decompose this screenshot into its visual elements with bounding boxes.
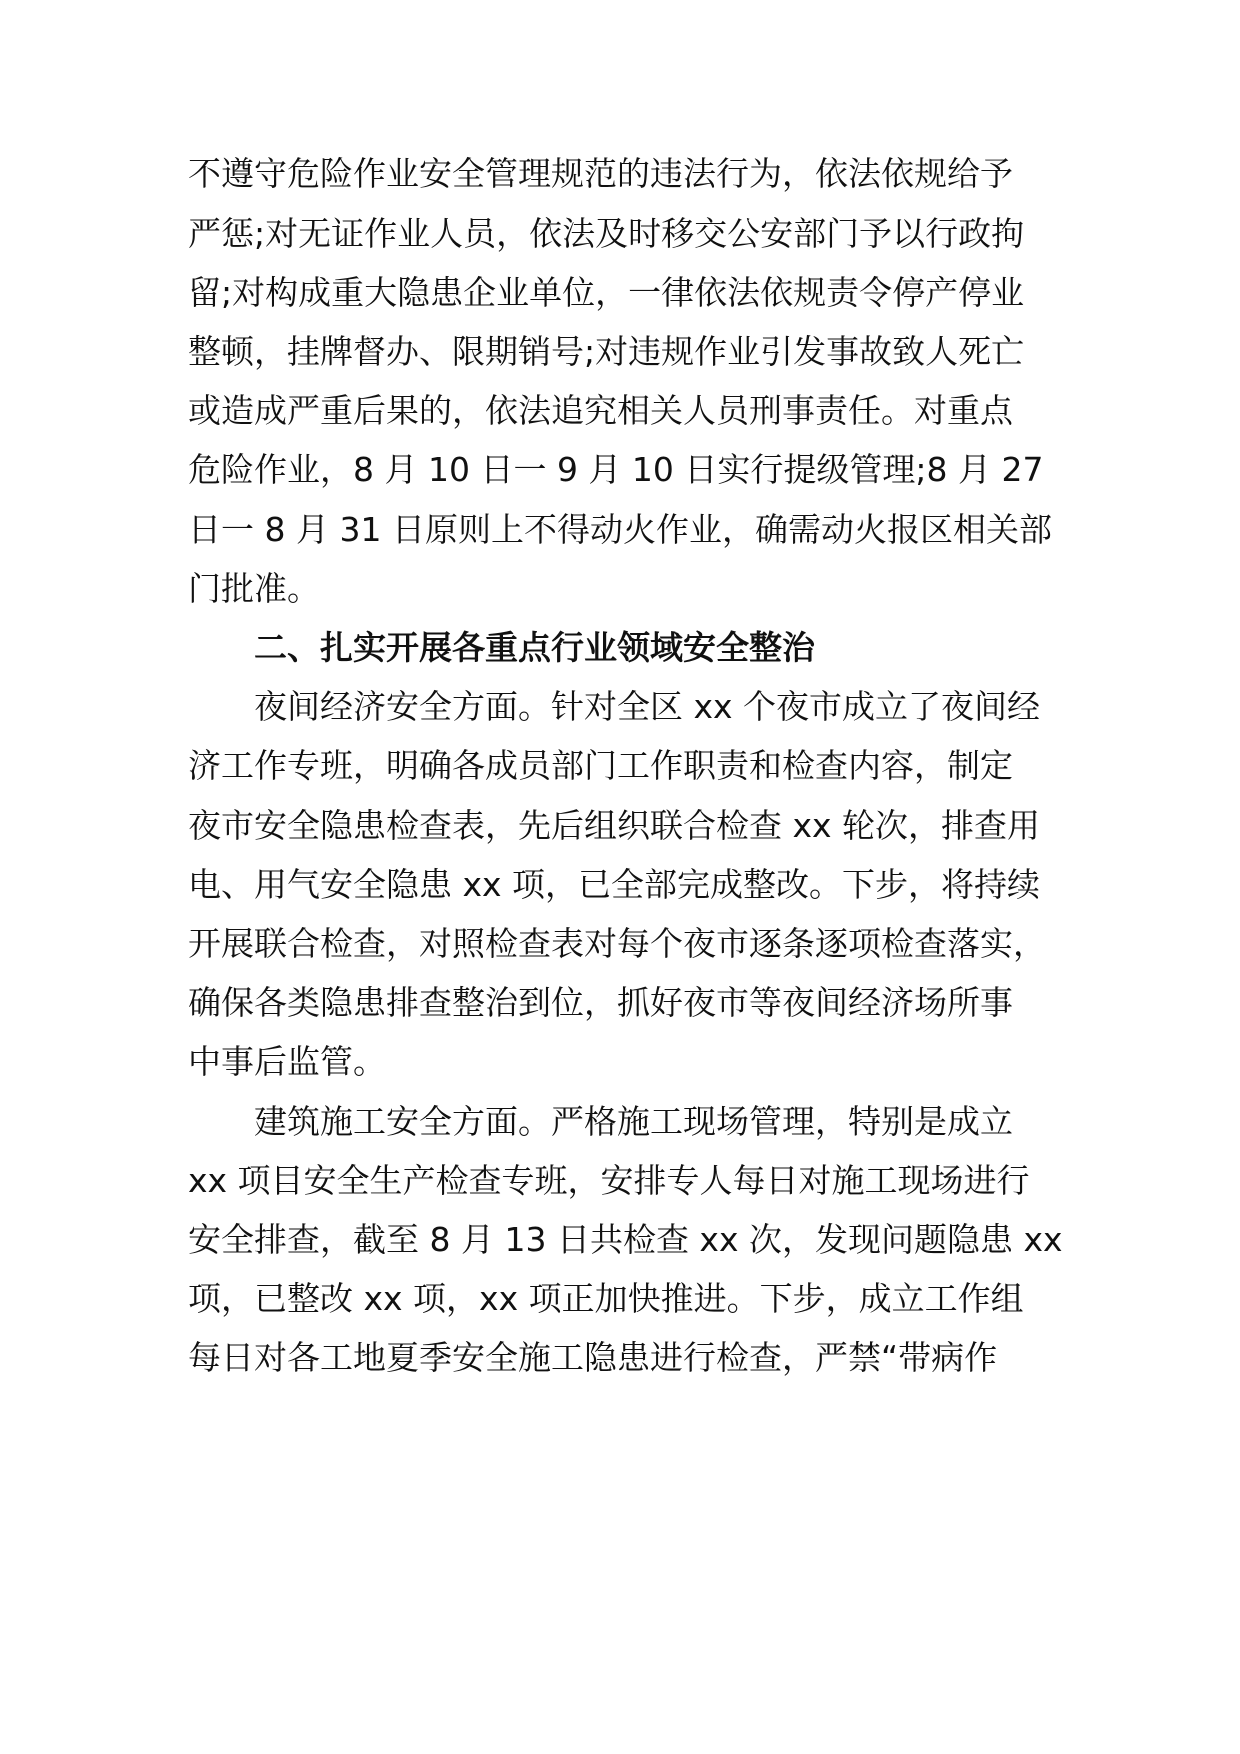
body-text-line: 不遵守危险作业安全管理规范的违法行为，依法依规给予 bbox=[188, 154, 1013, 193]
body-text-line: 或造成严重后果的，依法追究相关人员刑事责任。对重点 bbox=[188, 391, 1013, 430]
body-text-line: xx 项目安全生产检查专班，安排专人每日对施工现场进行 bbox=[188, 1161, 1030, 1200]
body-text-line: 建筑施工安全方面。严格施工现场管理，特别是成立 bbox=[254, 1102, 1013, 1141]
body-text-line: 项，已整改 xx 项，xx 项正加快推进。下步，成立工作组 bbox=[188, 1279, 1024, 1318]
body-text-line: 确保各类隐患排查整治到位，抓好夜市等夜间经济场所事 bbox=[188, 983, 1013, 1022]
body-text-line: 留;对构成重大隐患企业单位，一律依法依规责令停产停业 bbox=[188, 273, 1025, 312]
body-text-line: 严惩;对无证作业人员，依法及时移交公安部门予以行政拘 bbox=[188, 214, 1025, 253]
body-text-line: 开展联合检查，对照检查表对每个夜市逐条逐项检查落实， bbox=[188, 924, 1046, 963]
body-text-line: 每日对各工地夏季安全施工隐患进行检查，严禁“带病作 bbox=[188, 1338, 998, 1377]
body-text-line: 济工作专班，明确各成员部门工作职责和检查内容，制定 bbox=[188, 746, 1013, 785]
section-heading: 二、扎实开展各重点行业领域安全整治 bbox=[254, 628, 815, 667]
body-text-line: 电、用气安全隐患 xx 项，已全部完成整改。下步，将持续 bbox=[188, 865, 1041, 904]
body-text-line: 安全排查，截至 8 月 13 日共检查 xx 次，发现问题隐患 xx bbox=[188, 1220, 1063, 1259]
body-text-line: 整顿，挂牌督办、限期销号;对违规作业引发事故致人死亡 bbox=[188, 332, 1025, 371]
body-text-line: 危险作业，8 月 10 日一 9 月 10 日实行提级管理;8 月 27 bbox=[188, 450, 1044, 489]
body-text-line: 夜间经济安全方面。针对全区 xx 个夜市成立了夜间经 bbox=[254, 687, 1041, 726]
body-text-line: 中事后监管。 bbox=[188, 1042, 386, 1081]
body-text-line: 夜市安全隐患检查表，先后组织联合检查 xx 轮次，排查用 bbox=[188, 806, 1041, 845]
body-text-line: 门批准。 bbox=[188, 569, 320, 608]
body-text-line: 日一 8 月 31 日原则上不得动火作业，确需动火报区相关部 bbox=[188, 510, 1052, 549]
